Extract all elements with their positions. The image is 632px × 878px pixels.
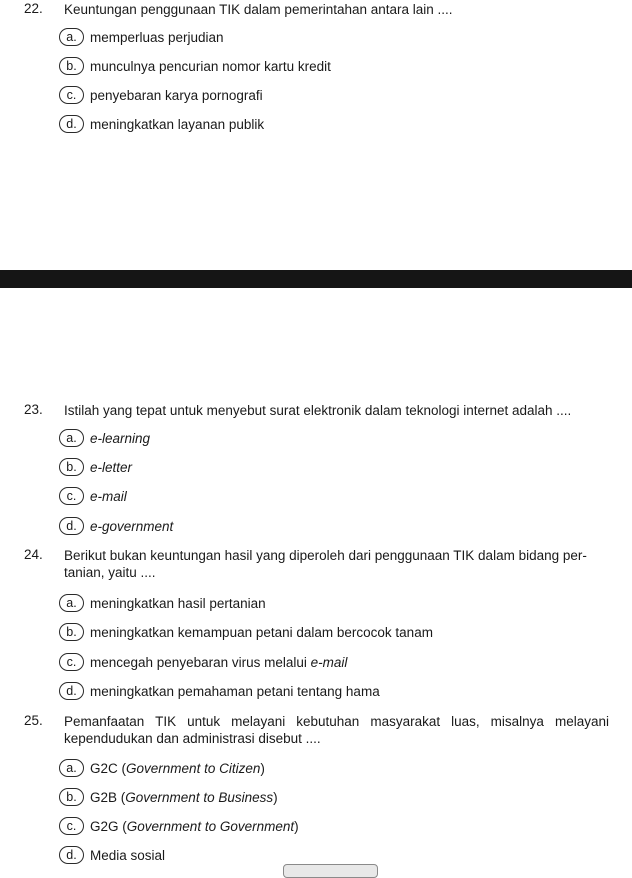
option-letter-badge: b. (59, 458, 84, 476)
option-code: G2B (90, 789, 118, 805)
question-number: 25. (24, 713, 43, 728)
option-paren-open: ( (122, 818, 127, 834)
option-paren-open: ( (120, 789, 126, 805)
question-text: Keuntungan penggunaan TIK dalam pemerintahan antara lain .... (64, 2, 453, 17)
option-25-c[interactable] (59, 816, 299, 836)
option-text: Media sosial (90, 847, 166, 863)
option-text: e-letter (90, 459, 133, 475)
option-23-a[interactable] (59, 428, 150, 448)
option-text: memperluas perjudian (90, 29, 224, 45)
option-paren-close: ) (273, 789, 278, 805)
question-number: 24. (24, 547, 43, 562)
option-letter-badge: b. (59, 788, 84, 806)
option-23-d[interactable] (59, 516, 173, 536)
option-text: e-learning (90, 430, 151, 446)
option-text (90, 761, 265, 776)
option-letter-badge: d. (59, 115, 84, 133)
option-text-emphasis: Government to Business (125, 789, 274, 805)
option-letter-badge: c. (59, 653, 84, 671)
bottom-tab-edge (283, 864, 378, 878)
option-letter-badge: b. (59, 623, 84, 641)
option-text: penyebaran karya pornografi (90, 87, 263, 103)
option-letter-badge: a. (59, 759, 84, 777)
option-code: G2G (90, 818, 119, 834)
option-25-d[interactable] (59, 845, 165, 865)
question-text (64, 547, 624, 581)
option-22-c[interactable] (59, 85, 263, 105)
option-letter-badge: c. (59, 86, 84, 104)
option-23-c[interactable] (59, 486, 127, 506)
option-text-emphasis: Government to Citizen (126, 760, 261, 776)
option-letter-badge: c. (59, 817, 84, 835)
option-letter-badge: a. (59, 28, 84, 46)
option-letter-badge: a. (59, 429, 84, 447)
option-text: meningkatkan layanan publik (90, 116, 265, 132)
option-24-c[interactable] (59, 652, 347, 672)
option-24-d[interactable] (59, 681, 380, 701)
question-text: Pemanfaatan TIK untuk melayani kebutuhan masyarakat luas, misalnya melayani kependudukan dan administrasi disebut .... (64, 714, 609, 746)
option-text (90, 655, 347, 670)
option-text: munculnya pencurian nomor kartu kredit (90, 58, 331, 74)
question-number: 22. (24, 1, 43, 16)
option-code: G2C (90, 760, 118, 776)
option-letter-badge: a. (59, 594, 84, 612)
option-24-a[interactable] (59, 593, 266, 613)
option-22-d[interactable] (59, 114, 264, 134)
option-letter-badge: c. (59, 487, 84, 505)
option-24-b[interactable] (59, 622, 433, 642)
option-letter-badge: d. (59, 517, 84, 535)
option-letter-badge: d. (59, 846, 84, 864)
option-text-emphasis: e-mail (310, 654, 348, 670)
option-text-emphasis: Government to Government (126, 818, 295, 834)
option-letter-badge: b. (59, 57, 84, 75)
option-25-a[interactable] (59, 758, 265, 778)
option-22-b[interactable] (59, 56, 331, 76)
page-divider-band (0, 270, 632, 288)
option-text: meningkatkan pemahaman petani tentang hama (90, 683, 380, 699)
option-text: meningkatkan kemampuan petani dalam bercocok tanam (90, 624, 433, 640)
question-number: 23. (24, 402, 43, 417)
option-paren-close: ) (294, 818, 299, 834)
option-22-a[interactable] (59, 27, 224, 47)
option-text: e-mail (90, 488, 127, 504)
option-text (90, 790, 278, 805)
option-text (90, 819, 299, 834)
question-text-line: tanian, yaitu .... (64, 565, 156, 580)
option-25-b[interactable] (59, 787, 278, 807)
option-paren-open: ( (121, 760, 127, 776)
option-paren-close: ) (260, 760, 265, 776)
option-text: meningkatkan hasil pertanian (90, 595, 266, 611)
option-text: e-government (90, 518, 174, 534)
option-text-main: mencegah penyebaran virus melalui (90, 654, 311, 670)
question-text: Istilah yang tepat untuk menyebut surat elektronik dalam teknologi internet adalah .... (64, 403, 572, 418)
question-text-line: Berikut bukan keuntungan hasil yang diperoleh dari penggunaan TIK dalam bidang per- (64, 548, 587, 563)
option-23-b[interactable] (59, 457, 132, 477)
option-letter-badge: d. (59, 682, 84, 700)
